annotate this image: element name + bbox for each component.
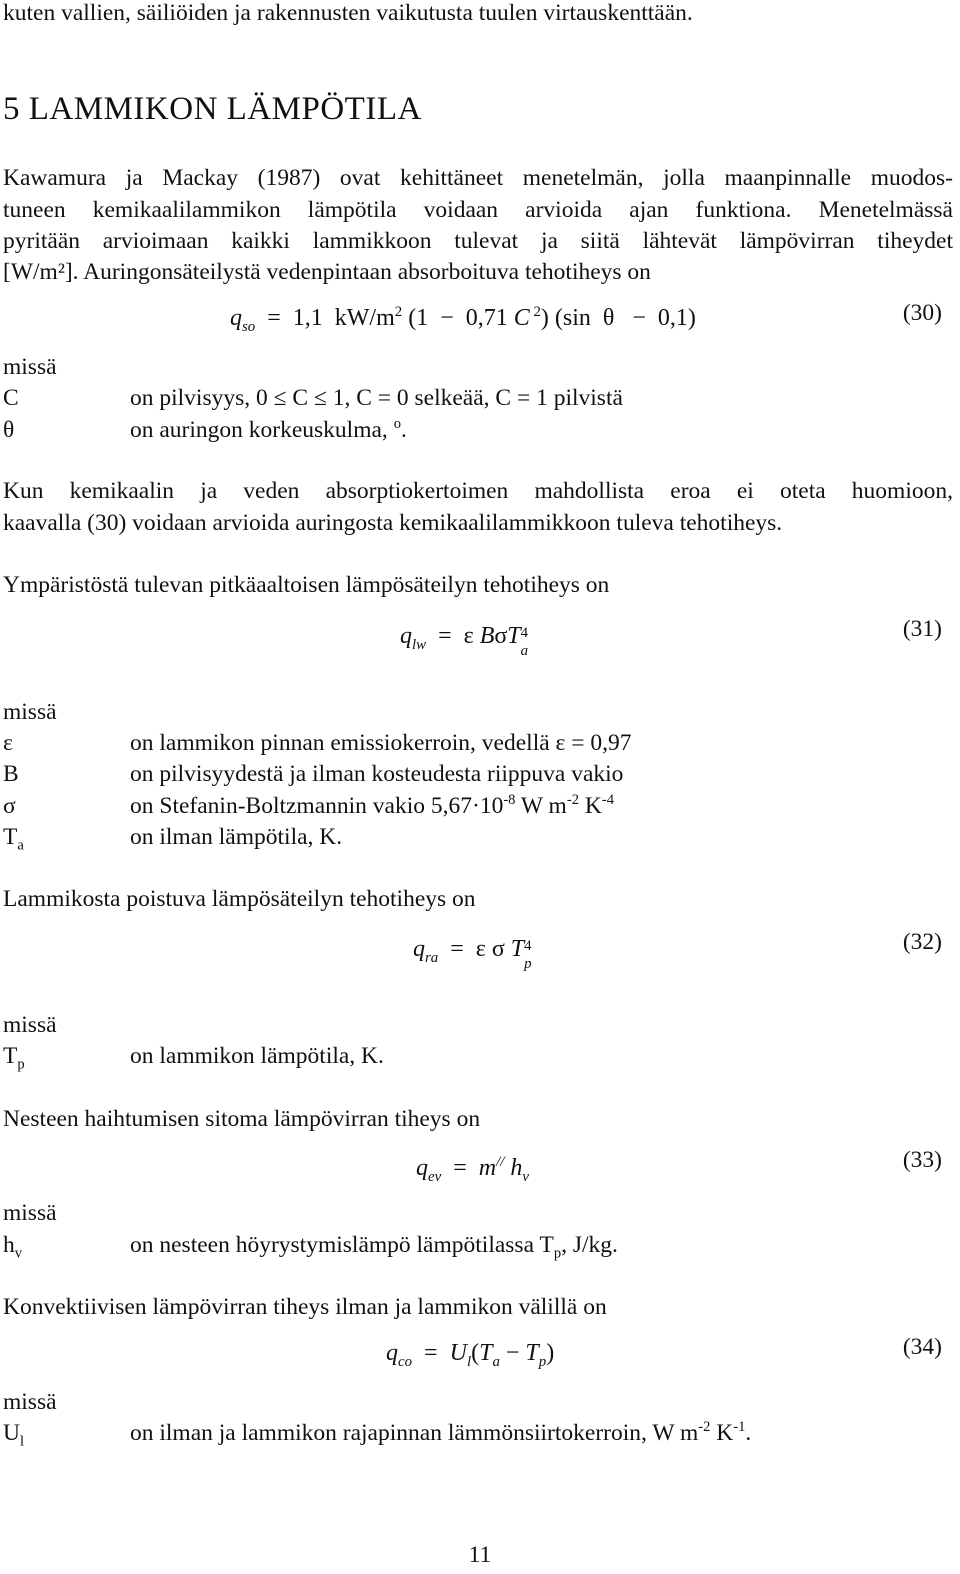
equation-30: $q_{so} = 1,1$ $kW/m^2$ (1 − 0,71 C $^2$) (sin θ − 0,1) — [230, 304, 696, 335]
equation-33-number: (33) — [902, 1147, 942, 1173]
def-symbol-theta: θ — [3, 417, 15, 443]
missa-label-33: missä — [3, 1200, 57, 1226]
def-symbol-c: C — [3, 385, 19, 411]
def-symbol-tp: $T_p$ — [3, 1043, 25, 1073]
missa-label-31: missä — [3, 699, 57, 725]
para3: Ympäristöstä tulevan pitkäaaltoisen lämpösäteilyn tehotiheys on — [3, 572, 610, 598]
def-desc-sigma: on Stefanin-Boltzmannin vakio $5,67\cdot 10^{-8}$ W $m^{-2}$ $K^{-4}$ — [130, 792, 614, 819]
intro-line-2: tuneen kemikaalilammikon lämpötila voidaan arvioida ajan funktiona. Menetelmässä — [3, 197, 953, 223]
def-desc-ta: on ilman lämpötila, K. — [130, 824, 343, 850]
equation-31: $q_{lw} = \varepsilon$ BσT 4 a — [400, 623, 529, 659]
def-symbol-ta: $T_a$ — [3, 824, 24, 854]
para2-line-2: kaavalla (30) voidaan arvioida auringosta kemikaalilammikkoon tuleva tehotiheys. — [3, 510, 783, 536]
section-title: 5 LAMMIKON LÄMPÖTILA — [3, 91, 422, 127]
def-symbol-hv: $h_v$ — [3, 1232, 23, 1262]
intro-line-4: [W/m²]. Auringonsäteilystä vedenpintaan absorboituva tehotiheys on — [3, 259, 651, 285]
equation-34-number: (34) — [902, 1334, 942, 1360]
def-desc-ul: on ilman ja lammikon rajapinnan lämmönsiirtokerroin, W $m^{-2}$ $K^{-1}$. — [130, 1419, 752, 1446]
equation-32: $q_{ra} = \varepsilon$ σ T 4 p — [413, 936, 532, 972]
intro-line-1: Kawamura ja Mackay (1987) ovat kehittäneet menetelmän, jolla maanpinnalle muodos- — [3, 165, 953, 191]
def-desc-b: on pilvisyydestä ja ilman kosteudesta riippuva vakio — [130, 761, 624, 787]
para6: Konvektiivisen lämpövirran tiheys ilman ja lammikon välillä on — [3, 1294, 607, 1320]
para5: Nesteen haihtumisen sitoma lämpövirran tiheys on — [3, 1106, 481, 1132]
def-desc-theta: on auringon korkeuskulma, $^o$. — [130, 416, 407, 443]
def-desc-c: on pilvisyys, 0 ≤ C ≤ 1, C = 0 selkeää, C = 1 pilvistä — [130, 385, 623, 411]
intro-line-3: pyritään arvioimaan kaikki lammikkoon tulevat ja siitä lähtevät lämpövirran tiheydet — [3, 228, 953, 254]
equation-31-number: (31) — [902, 616, 942, 642]
para4: Lammikosta poistuva lämpösäteilyn tehotiheys on — [3, 886, 476, 912]
equation-33: $q_{ev} = m^{//}$ $h_v$ — [416, 1154, 529, 1185]
def-symbol-epsilon: ε — [3, 730, 13, 756]
para2-line-1: Kun kemikaalin ja veden absorptiokertoimen mahdollista eroa ei oteta huomioon, — [3, 478, 953, 504]
page-number: 11 — [468, 1542, 492, 1568]
def-desc-tp: on lammikon lämpötila, K. — [130, 1043, 384, 1069]
def-desc-epsilon: on lammikon pinnan emissiokerroin, vedellä ε = 0,97 — [130, 730, 632, 756]
def-symbol-ul: $U_l$ — [3, 1420, 25, 1450]
def-desc-hv: on nesteen höyrystymislämpö lämpötilassa $T_p$, J/kg. — [130, 1232, 618, 1262]
def-symbol-sigma: σ — [3, 793, 16, 819]
top-line: kuten vallien, säiliöiden ja rakennusten vaikutusta tuulen virtauskenttään. — [3, 0, 693, 26]
def-symbol-b: B — [3, 761, 19, 787]
equation-32-number: (32) — [902, 929, 942, 955]
equation-30-number: (30) — [902, 300, 942, 326]
missa-label-34: missä — [3, 1389, 57, 1415]
missa-label-32: missä — [3, 1012, 57, 1038]
missa-label-30: missä — [3, 354, 57, 380]
equation-34: $q_{co} = U_l(T_a - T_p)$ — [386, 1340, 555, 1370]
